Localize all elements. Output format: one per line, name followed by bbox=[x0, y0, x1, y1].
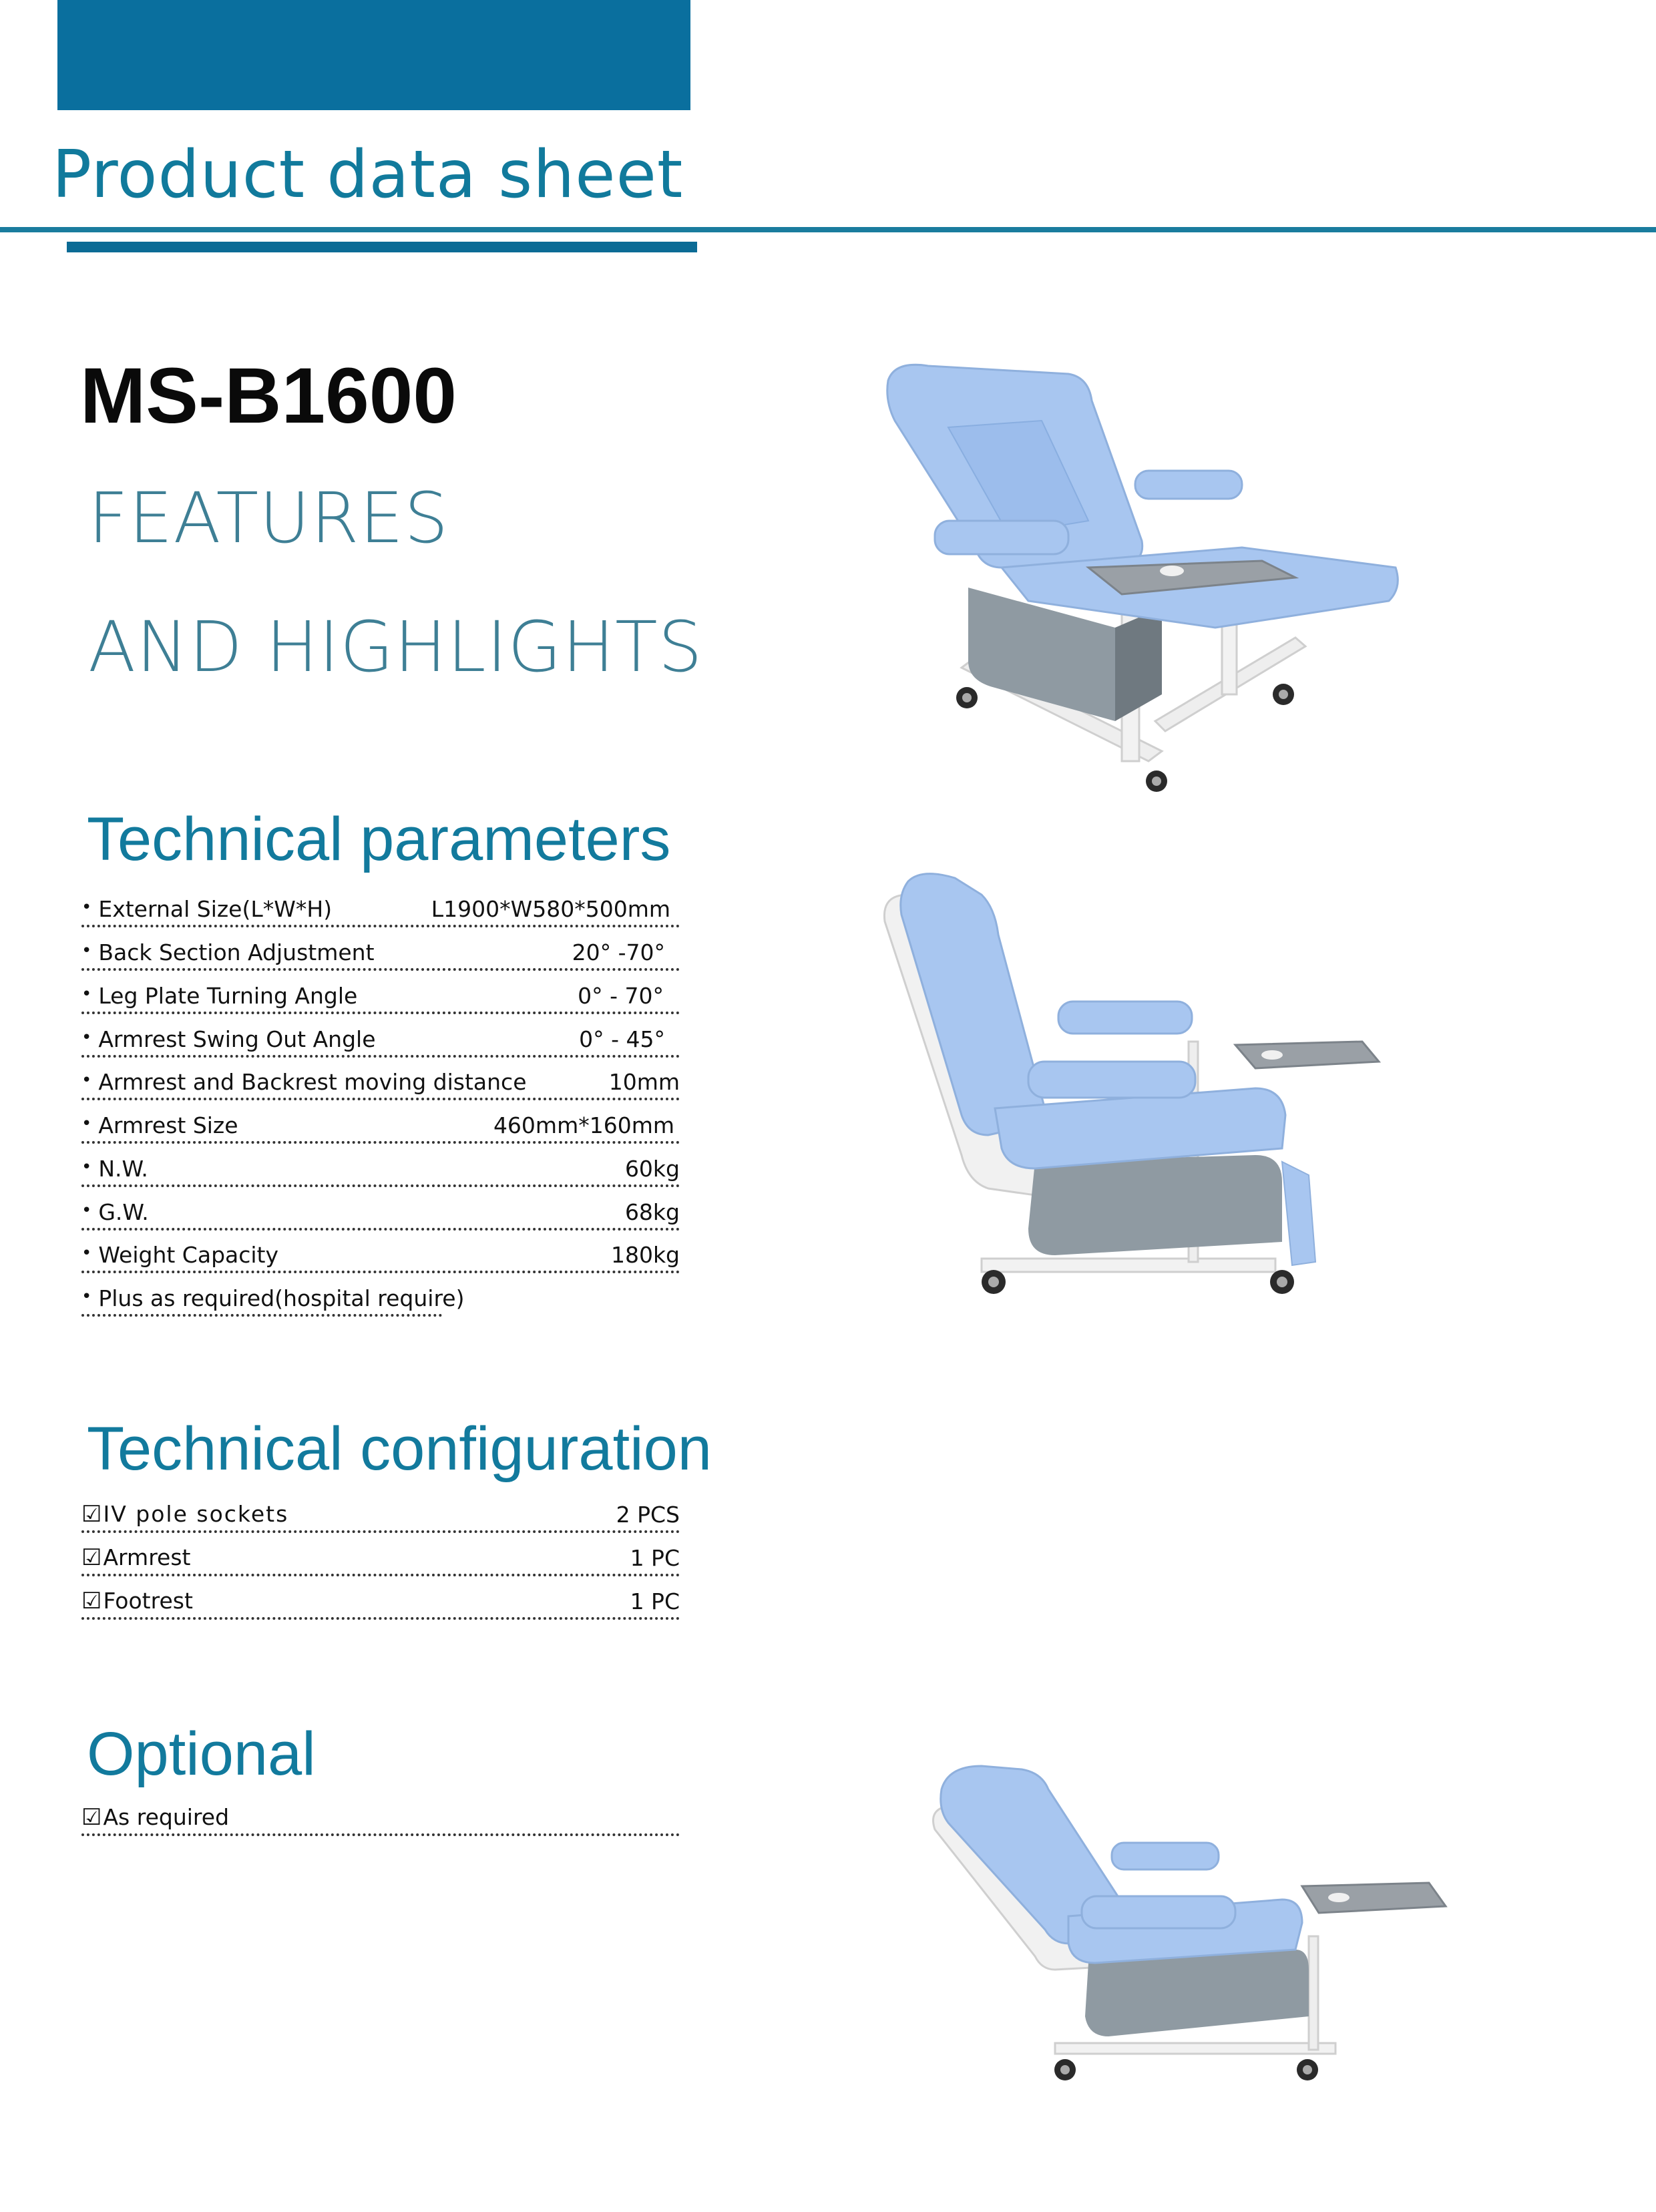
param-row bbox=[81, 935, 680, 971]
config-value: 2 PCS bbox=[616, 1502, 680, 1528]
param-label: Armrest Size bbox=[98, 1112, 238, 1138]
optional-label: As required bbox=[103, 1804, 230, 1830]
config-row bbox=[81, 1540, 680, 1576]
param-row bbox=[81, 1237, 680, 1273]
features-heading-line-1: FEATURES bbox=[88, 477, 449, 559]
checkbox-checked-icon: ☑ bbox=[81, 1501, 102, 1528]
config-row bbox=[81, 1584, 680, 1620]
param-row bbox=[81, 1151, 680, 1187]
product-model-heading: MS-B1600 bbox=[80, 352, 457, 440]
header-color-bar bbox=[57, 0, 690, 110]
features-heading-line-2: AND HIGHLIGHTS bbox=[88, 606, 703, 688]
config-label: Armrest bbox=[103, 1544, 191, 1570]
param-label: G.W. bbox=[98, 1199, 149, 1225]
config-label: IV pole sockets bbox=[103, 1501, 289, 1527]
param-label: Weight Capacity bbox=[98, 1242, 279, 1268]
bullet-icon: • bbox=[81, 1243, 92, 1263]
bullet-icon: • bbox=[81, 1157, 92, 1177]
config-value: 1 PC bbox=[630, 1545, 680, 1571]
param-label: Armrest Swing Out Angle bbox=[98, 1026, 376, 1052]
optional-row bbox=[81, 1800, 680, 1836]
param-label: Armrest and Backrest moving distance bbox=[98, 1069, 527, 1095]
bullet-icon: • bbox=[81, 1114, 92, 1134]
param-label: Leg Plate Turning Angle bbox=[98, 983, 358, 1009]
param-value: L1900*W580*500mm bbox=[431, 896, 670, 922]
param-label: Plus as required(hospital require) bbox=[98, 1285, 465, 1311]
param-row bbox=[81, 1281, 465, 1317]
param-label: External Size(L*W*H) bbox=[98, 896, 333, 922]
checkbox-checked-icon: ☑ bbox=[81, 1544, 102, 1571]
param-value: 460mm*160mm bbox=[493, 1112, 674, 1138]
config-label: Footrest bbox=[103, 1588, 193, 1614]
blood-donation-chair-recliner-icon bbox=[921, 1749, 1456, 2096]
bullet-icon: • bbox=[81, 984, 92, 1004]
param-value: 60kg bbox=[624, 1156, 680, 1182]
param-row bbox=[81, 1064, 680, 1100]
param-row bbox=[81, 1108, 680, 1144]
param-value: 10mm bbox=[608, 1069, 680, 1095]
param-value: 0° - 70° bbox=[578, 983, 664, 1009]
blood-donation-chair-upright-icon bbox=[881, 868, 1429, 1322]
param-value: 68kg bbox=[624, 1199, 680, 1225]
config-row bbox=[81, 1497, 680, 1533]
header-divider-line bbox=[0, 227, 1656, 232]
technical-parameters-heading: Technical parameters bbox=[87, 805, 671, 873]
header-accent-underline bbox=[67, 242, 697, 252]
bullet-icon: • bbox=[81, 941, 92, 961]
checkbox-checked-icon: ☑ bbox=[81, 1588, 102, 1614]
param-row bbox=[81, 891, 680, 927]
param-value: 20° -70° bbox=[572, 939, 665, 965]
bullet-icon: • bbox=[81, 1200, 92, 1221]
param-label: Back Section Adjustment bbox=[98, 939, 375, 965]
checkbox-checked-icon: ☑ bbox=[81, 1804, 102, 1831]
page-title: Product data sheet bbox=[52, 137, 684, 213]
bullet-icon: • bbox=[81, 1028, 92, 1048]
bullet-icon: • bbox=[81, 1070, 92, 1090]
bullet-icon: • bbox=[81, 1287, 92, 1307]
param-label: N.W. bbox=[98, 1156, 148, 1182]
param-row bbox=[81, 1022, 680, 1058]
optional-heading: Optional bbox=[87, 1720, 316, 1788]
blood-donation-chair-reclined-icon bbox=[868, 347, 1429, 801]
param-row bbox=[81, 1194, 680, 1231]
param-value: 0° - 45° bbox=[579, 1026, 665, 1052]
bullet-icon: • bbox=[81, 897, 92, 917]
param-value: 180kg bbox=[610, 1242, 680, 1268]
param-row bbox=[81, 978, 680, 1014]
config-value: 1 PC bbox=[630, 1588, 680, 1614]
technical-configuration-heading: Technical configuration bbox=[87, 1415, 712, 1483]
